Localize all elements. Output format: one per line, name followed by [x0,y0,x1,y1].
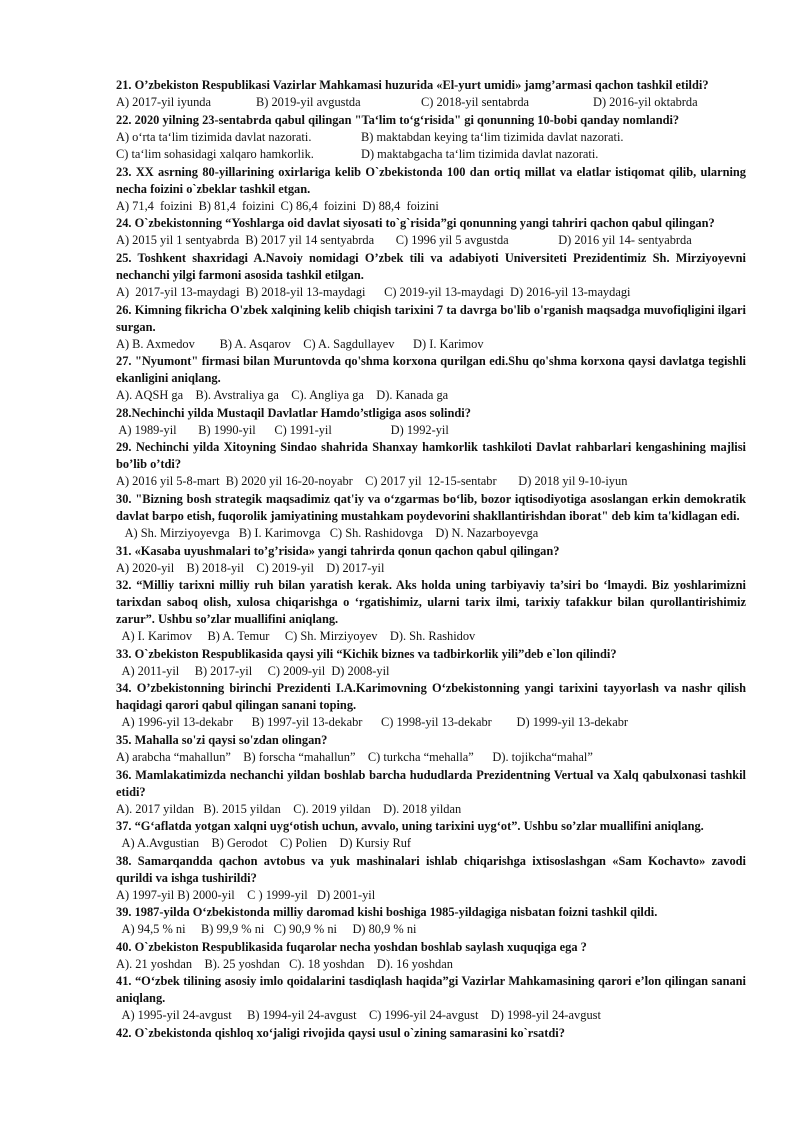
answer-options [116,628,746,646]
answer-option: A) o‘rta ta‘lim tizimida davlat nazorati. [116,129,312,144]
question-text: 22. 2020 yilning 23-sentabrda qabul qilingan "Ta‘lim to‘g‘risida" gi qonunning 10-bobi qanday nomlandi? [116,112,680,127]
answer-option: D) 2016-yil oktabrda [593,95,698,109]
answer-option: A) 2017-yil iyunda [116,95,211,109]
answer-options [116,560,746,578]
question-text: 31. «Kasaba uyushmalari to’g’risida» yangi tahrirda qonun qachon qabul qilingan? [116,543,560,558]
question-text: 32. “Milliy tarixni milliy ruh bilan yaratish kerak. Aks holda uning tarbiyaviy ta’siri bo ‘lmaydi. Biz yoshlarimizni tarixdan saboq olish, xulosa chiqarishga o ‘rgatishimiz, ularni tarix ilmi, tarixiy tafakkur bilan qurollantirishimiz zarur”. Ushbu so’zlar muallifini aniqlang. [116,578,746,627]
question-text: 42. O`zbekistonda qishloq xo‘jaligi rivojida qaysi usul o`zining samarasini ko`rsatdi? [116,1026,565,1041]
answer-options [116,232,746,250]
answer-options [116,749,746,767]
answer-options [116,198,746,216]
question-text: 34. O’zbekistonning birinchi Prezidenti I.A.Karimovning O‘zbekistonning yangi tarixini tayyorlash va nashr qilish haqidagi qarori qabul qilingan sanani toping. [116,681,746,713]
answer-option: A) 2017-yil 13-maydagi B) 2018-yil 13-maydagi C) 2019-yil 13-maydagi D) 2016-yil 13-maydagi [116,284,631,299]
answer-option: A). 2017 yildan B). 2015 yildan C). 2019 yildan D). 2018 yildan [116,801,462,816]
question-text: 37. “G‘aflatda yotgan xalqni uyg‘otish uchun, avvalo, uning tarixini uyg‘ot”. Ushbu so’zlar muallifini aniqlang. [116,819,704,834]
question-text: 41. “O‘zbek tilining asosiy imlo qoidalarini tasdiqlash haqida”gi Vazirlar Mahkamasining qarori e’lon qilingan sanani aniqlang. [116,974,746,1006]
answer-option: B) 2019-yil avgustda [256,95,361,109]
question-text: 33. O`zbekiston Respublikasida qaysi yili “Kichik biznes va tadbirkorlik yili”deb e`lon qilindi? [116,646,617,661]
answer-option: A) I. Karimov B) A. Temur C) Sh. Mirziyoyev D). Sh. Rashidov [116,629,476,644]
question-text: 30. "Bizning bosh strategik maqsadimiz qat'iy va o‘zgarmas bo‘lib, bozor iqtisodiyotiga asoslangan erkin demokratik davlat barpo etish, fuqorolik jamiyatining mustahkam poydevorini shakllantirishdan iborat" deb kim ta'kidlagan edi. [116,491,746,523]
answer-options [116,336,746,354]
answer-option: A) arabcha “mahallun” B) forscha “mahallun” C) turkcha “mehalla” D). tojikcha“mahal” [116,749,593,764]
answer-options [116,129,746,164]
answer-options [116,473,746,491]
question-text: 36. Mamlakatimizda nechanchi yildan boshlab barcha hududlarda Prezidentning Vertual va Xalq qabulxonasi tashkil etidi? [116,767,746,799]
answer-option: A) 94,5 % ni B) 99,9 % ni C) 90,9 % ni D) 80,9 % ni [116,922,417,937]
answer-options [116,835,746,853]
answer-option: A) 1996-yil 13-dekabr B) 1997-yil 13-dekabr C) 1998-yil 13-dekabr D) 1999-yil 13-dekabr [116,715,629,730]
question-text: 23. XX asrning 80-yillarining oxirlariga kelib O`zbekistonda 100 dan ortiq millat va elatlar istiqomat qilib, ularning necha foizini o`zbeklar tashkil etgan. [116,164,746,196]
answer-option: A) B. Axmedov B) A. Asqarov C) A. Sagdullayev D) I. Karimov [116,336,484,351]
answer-option: A) 1995-yil 24-avgust B) 1994-yil 24-avgust C) 1996-yil 24-avgust D) 1998-yil 24-avgust [116,1008,601,1023]
answer-option: A) 2016 yil 5-8-mart B) 2020 yil 16-20-noyabr C) 2017 yil 12-15-sentabr D) 2018 yil 9-10-iyun [116,474,628,489]
answer-options [116,921,746,939]
question-text: 38. Samarqandda qachon avtobus va yuk mashinalari ishlab chiqarishga ixtisoslashgan «Sam Kochavto» zavodi qurildi va ishga tushirildi? [116,853,746,885]
answer-options [116,801,746,819]
answer-options [116,714,746,732]
answer-option: C) 2018-yil sentabrda [421,95,530,109]
answer-option: C) ta‘lim sohasidagi xalqaro hamkorlik. [116,147,314,162]
question-text: 40. O`zbekiston Respublikasida fuqarolar necha yoshdan boshlab saylash xuquqiga ega ? [116,939,587,954]
answer-options [116,525,746,543]
question-text: 25. Toshkent shaxridagi A.Navoiy nomidagi O’zbek tili va adabiyoti Universiteti Prezidentimiz Sh. Mirziyoyevni nechanchi yilgi farmoni asosida tashkil etilgan. [116,250,746,282]
answer-option: A) 2015 yil 1 sentyabrda B) 2017 yil 14 sentyabrda C) 1996 yil 5 avgustda D) 2016 yil 14- sentyabrda [116,233,692,248]
question-text: 21. O’zbekiston Respublikasi Vazirlar Mahkamasi huzurida «El-yurt umidi» jamg’armasi qachon tashkil etildi? [116,78,709,92]
answer-options [116,94,746,112]
answer-option: A) 1989-yil B) 1990-yil C) 1991-yil D) 1992-yil [116,422,449,437]
question-text: 29. Nechinchi yilda Xitoyning Sindao shahrida Shanxay hamkorlik tashkiloti Davlat rahbarlari kengashining majlisi bo’lib o’tdi? [116,440,746,472]
answer-options [116,663,746,681]
answer-option: A). 21 yoshdan B). 25 yoshdan C). 18 yoshdan D). 16 yoshdan [116,956,453,971]
answer-option: B) maktabdan keying ta‘lim tizimida davlat nazorati. [361,129,624,144]
answer-option: A) Sh. Mirziyoyevga B) I. Karimovga C) Sh. Rashidovga D) N. Nazarboyevga [116,525,539,540]
question-text: 35. Mahalla so'zi qaysi so'zdan olingan? [116,732,328,747]
question-text: 39. 1987-yilda O‘zbekistonda milliy daromad kishi boshiga 1985-yildagiga nisbatan foizni tashkil qildi. [116,905,658,920]
answer-option: D) maktabgacha ta‘lim tizimida davlat nazorati. [361,147,599,162]
answer-option: A) 2011-yil B) 2017-yil C) 2009-yil D) 2008-yil [116,663,390,678]
answer-option: A) 2020-yil B) 2018-yil C) 2019-yil D) 2017-yil [116,560,385,575]
answer-option: A) A.Avgustian B) Gerodot C) Polien D) Kursiy Ruf [116,836,412,851]
answer-options [116,387,746,405]
question-text: 28.Nechinchi yilda Mustaqil Davlatlar Hamdo’stligiga asos solindi? [116,405,471,420]
answer-options [116,956,746,974]
answer-option: A). AQSH ga B). Avstraliya ga C). Angliya ga D). Kanada ga [116,388,449,403]
answer-options [116,887,746,905]
question-text: 26. Kimning fikricha O'zbek xalqining kelib chiqish tarixini 7 ta davrga bo'lib o'rganish maqsadga muvofiqligini ilgari surgan. [116,302,746,334]
answer-option: A) 71,4 foizini B) 81,4 foizini C) 86,4 foizini D) 88,4 foizini [116,198,439,213]
answer-options [116,284,746,302]
answer-option: A) 1997-yil B) 2000-yil C ) 1999-yil D) 2001-yil [116,887,376,902]
answer-options [116,1007,746,1025]
quiz-page [116,77,746,1042]
question-text: 24. O`zbekistonning “Yoshlarga oid davlat siyosati to`g`risida”gi qonunning yangi tahriri qachon qabul qilingan? [116,216,715,231]
question-text: 27. "Nyumont" firmasi bilan Muruntovda qo'shma korxona qurilgan edi.Shu qo'shma korxona qaysi davlatga tegishli ekanligini aniqlang. [116,354,746,386]
answer-options [116,422,746,440]
